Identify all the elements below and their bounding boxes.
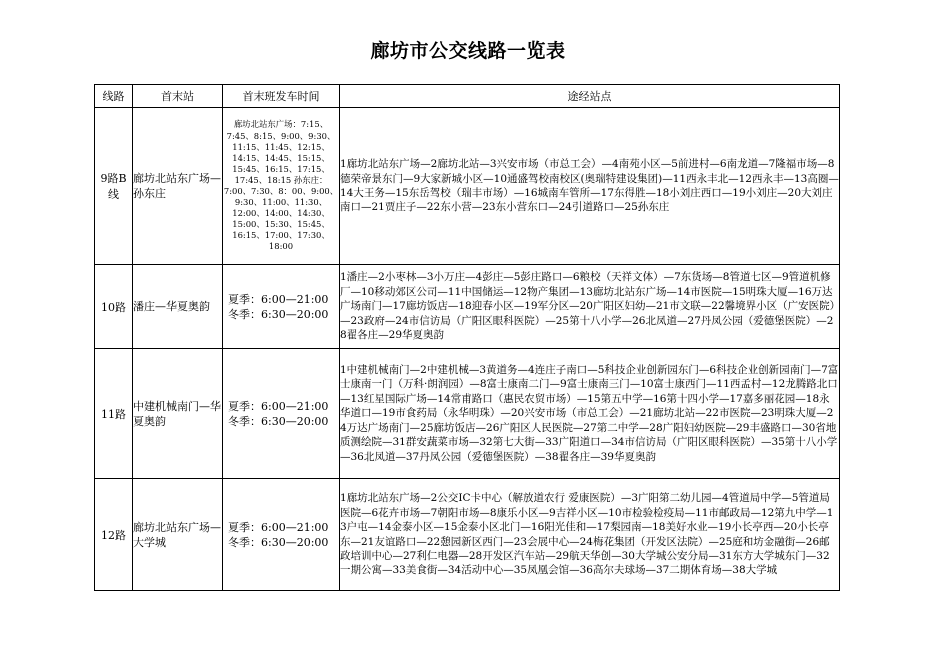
route-endpoints: 廊坊北站东广场—大学城 <box>133 479 223 591</box>
route-line: 10路 <box>95 265 133 349</box>
table-row <box>95 108 840 265</box>
route-line: 9路B线 <box>95 108 133 265</box>
header-endpoints: 首末站 <box>133 85 223 108</box>
route-line: 12路 <box>95 479 133 591</box>
route-line: 11路 <box>95 349 133 479</box>
page-title: 廊坊市公交线路一览表 <box>370 40 566 62</box>
summer-hours: 夏季：6:00—21:00 <box>228 520 329 534</box>
route-times <box>223 265 340 349</box>
table-row <box>95 349 840 479</box>
header-line: 线路 <box>95 85 133 108</box>
route-stops: 1中建机械南门—2中建机械—3黄道务—4连庄子南口—5科技企业创新园东门—6科技企业创新园南门—7富士康南一门（万科·朗润园）—8富士康南二门—9富士康南三门—10富士康西门—11西孟村—12龙腾路北口—13红星国际广场—14常甫路口（惠民农贸市场）—15第五中学—16第十四小学—17嘉多丽花园—18永华道口—19市食药局（永华明珠）—20兴安市场（市总工会）—21廊坊北站—22市医院—23明珠大厦—24万达广场南门—25廊坊饭店—26广阳区人民医院—27第二中学—28广阳妇幼医院—29丰盛路口—30省地质测绘院—31群安蔬菜市场—32第七大街—33广阳道口—34市信访局（广阳区眼科医院）—35第十八小学—36北凤道—37丹凤公园（爱德堡医院）—38翟各庄—39华夏奥韵 <box>340 349 840 479</box>
route-times: 廊坊北站东广场：7:15、7:45、8:15、9:00、9:30、11:15、11:45、12:15、14:15、14:45、15:15、15:45、16:15、17:15、17:45、18:15 孙东庄：7:00、7:30、8：00、9:00、9:30、11:00、11:30、12:00、14:00、14:30、15:00、15:30、15:45、16:15、17:00、17:30、18:00 <box>223 108 340 265</box>
route-stops: 1廊坊北站东广场—2公交IC卡中心（解放道农行 爱康医院）—3广阳第二幼儿园—4管道局中学—5管道局医院—6花卉市场—7朝阳市场—8康乐小区—9吉祥小区—10市检验检疫局—11市邮政局—12第九中学—13户屯—14金泰小区—15金泰小区北门—16阳光佳和—17梨园南—18美好水业—19小长亭西—20小长亭东—21友谊路口—22憩园新区西门—23会展中心—24梅花集团（开发区法院）—25庭和坊金融街—26邮政培训中心—27利仁电器—28开发区汽车站—29航天华创—30大学城公安分局—31东方大学城东门—32一期公寓—33美食街—34活动中心—35凤凰会馆—36高尔夫球场—37二期体育场—38大学城 <box>340 479 840 591</box>
winter-hours: 冬季：6:30—20:00 <box>228 535 329 549</box>
winter-hours: 冬季：6:30—20:00 <box>228 414 329 428</box>
summer-hours: 夏季：6:00—21:00 <box>228 292 329 306</box>
table-row <box>95 479 840 591</box>
header-stops: 途经站点 <box>340 85 840 108</box>
bus-route-table <box>94 84 840 591</box>
route-stops: 1潘庄—2小枣林—3小万庄—4彭庄—5彭庄路口—6粮校（天祥文体）—7东货场—8管道七区—9管道机修厂—10移动郊区公司—11中国储运—12物产集团—13廊坊北站东广场—14市医院—15明珠大厦—16万达广场南门—17廊坊饭店—18迎春小区—19军分区—20广阳区妇幼—21市文联—22馨境界小区（广安医院）—23政府—24市信访局（广阳区眼科医院）—25第十八小学—26北凤道—27丹凤公园（爱德堡医院）—28翟各庄—29华夏奥韵 <box>340 265 840 349</box>
route-times <box>223 479 340 591</box>
winter-hours: 冬季：6:30—20:00 <box>228 307 329 321</box>
header-times: 首末班发车时间 <box>223 85 340 108</box>
route-endpoints: 中建机械南门—华夏奥韵 <box>133 349 223 479</box>
summer-hours: 夏季：6:00—21:00 <box>228 399 329 413</box>
route-endpoints: 潘庄—华夏奥韵 <box>133 265 223 349</box>
route-stops: 1廊坊北站东广场—2廊坊北站—3兴安市场（市总工会）—4南苑小区—5前进村—6南龙道—7隆福市场—8德荣帝景东门—9大家新城小区—10通盛驾校南校区(奥瑞特建设集团)—11西永丰北—12西永丰—13高圈—14大王务—15东岳驾校（瑞丰市场）—16城南车管所—17东得胜—18小刘庄西口—19小刘庄—20大刘庄南口—21贾庄子—22东小营—23东小营东口—24引道路口—25孙东庄 <box>340 108 840 265</box>
table-header-row <box>95 85 840 108</box>
route-endpoints: 廊坊北站东广场—孙东庄 <box>133 108 223 265</box>
table-row <box>95 265 840 349</box>
route-times <box>223 349 340 479</box>
